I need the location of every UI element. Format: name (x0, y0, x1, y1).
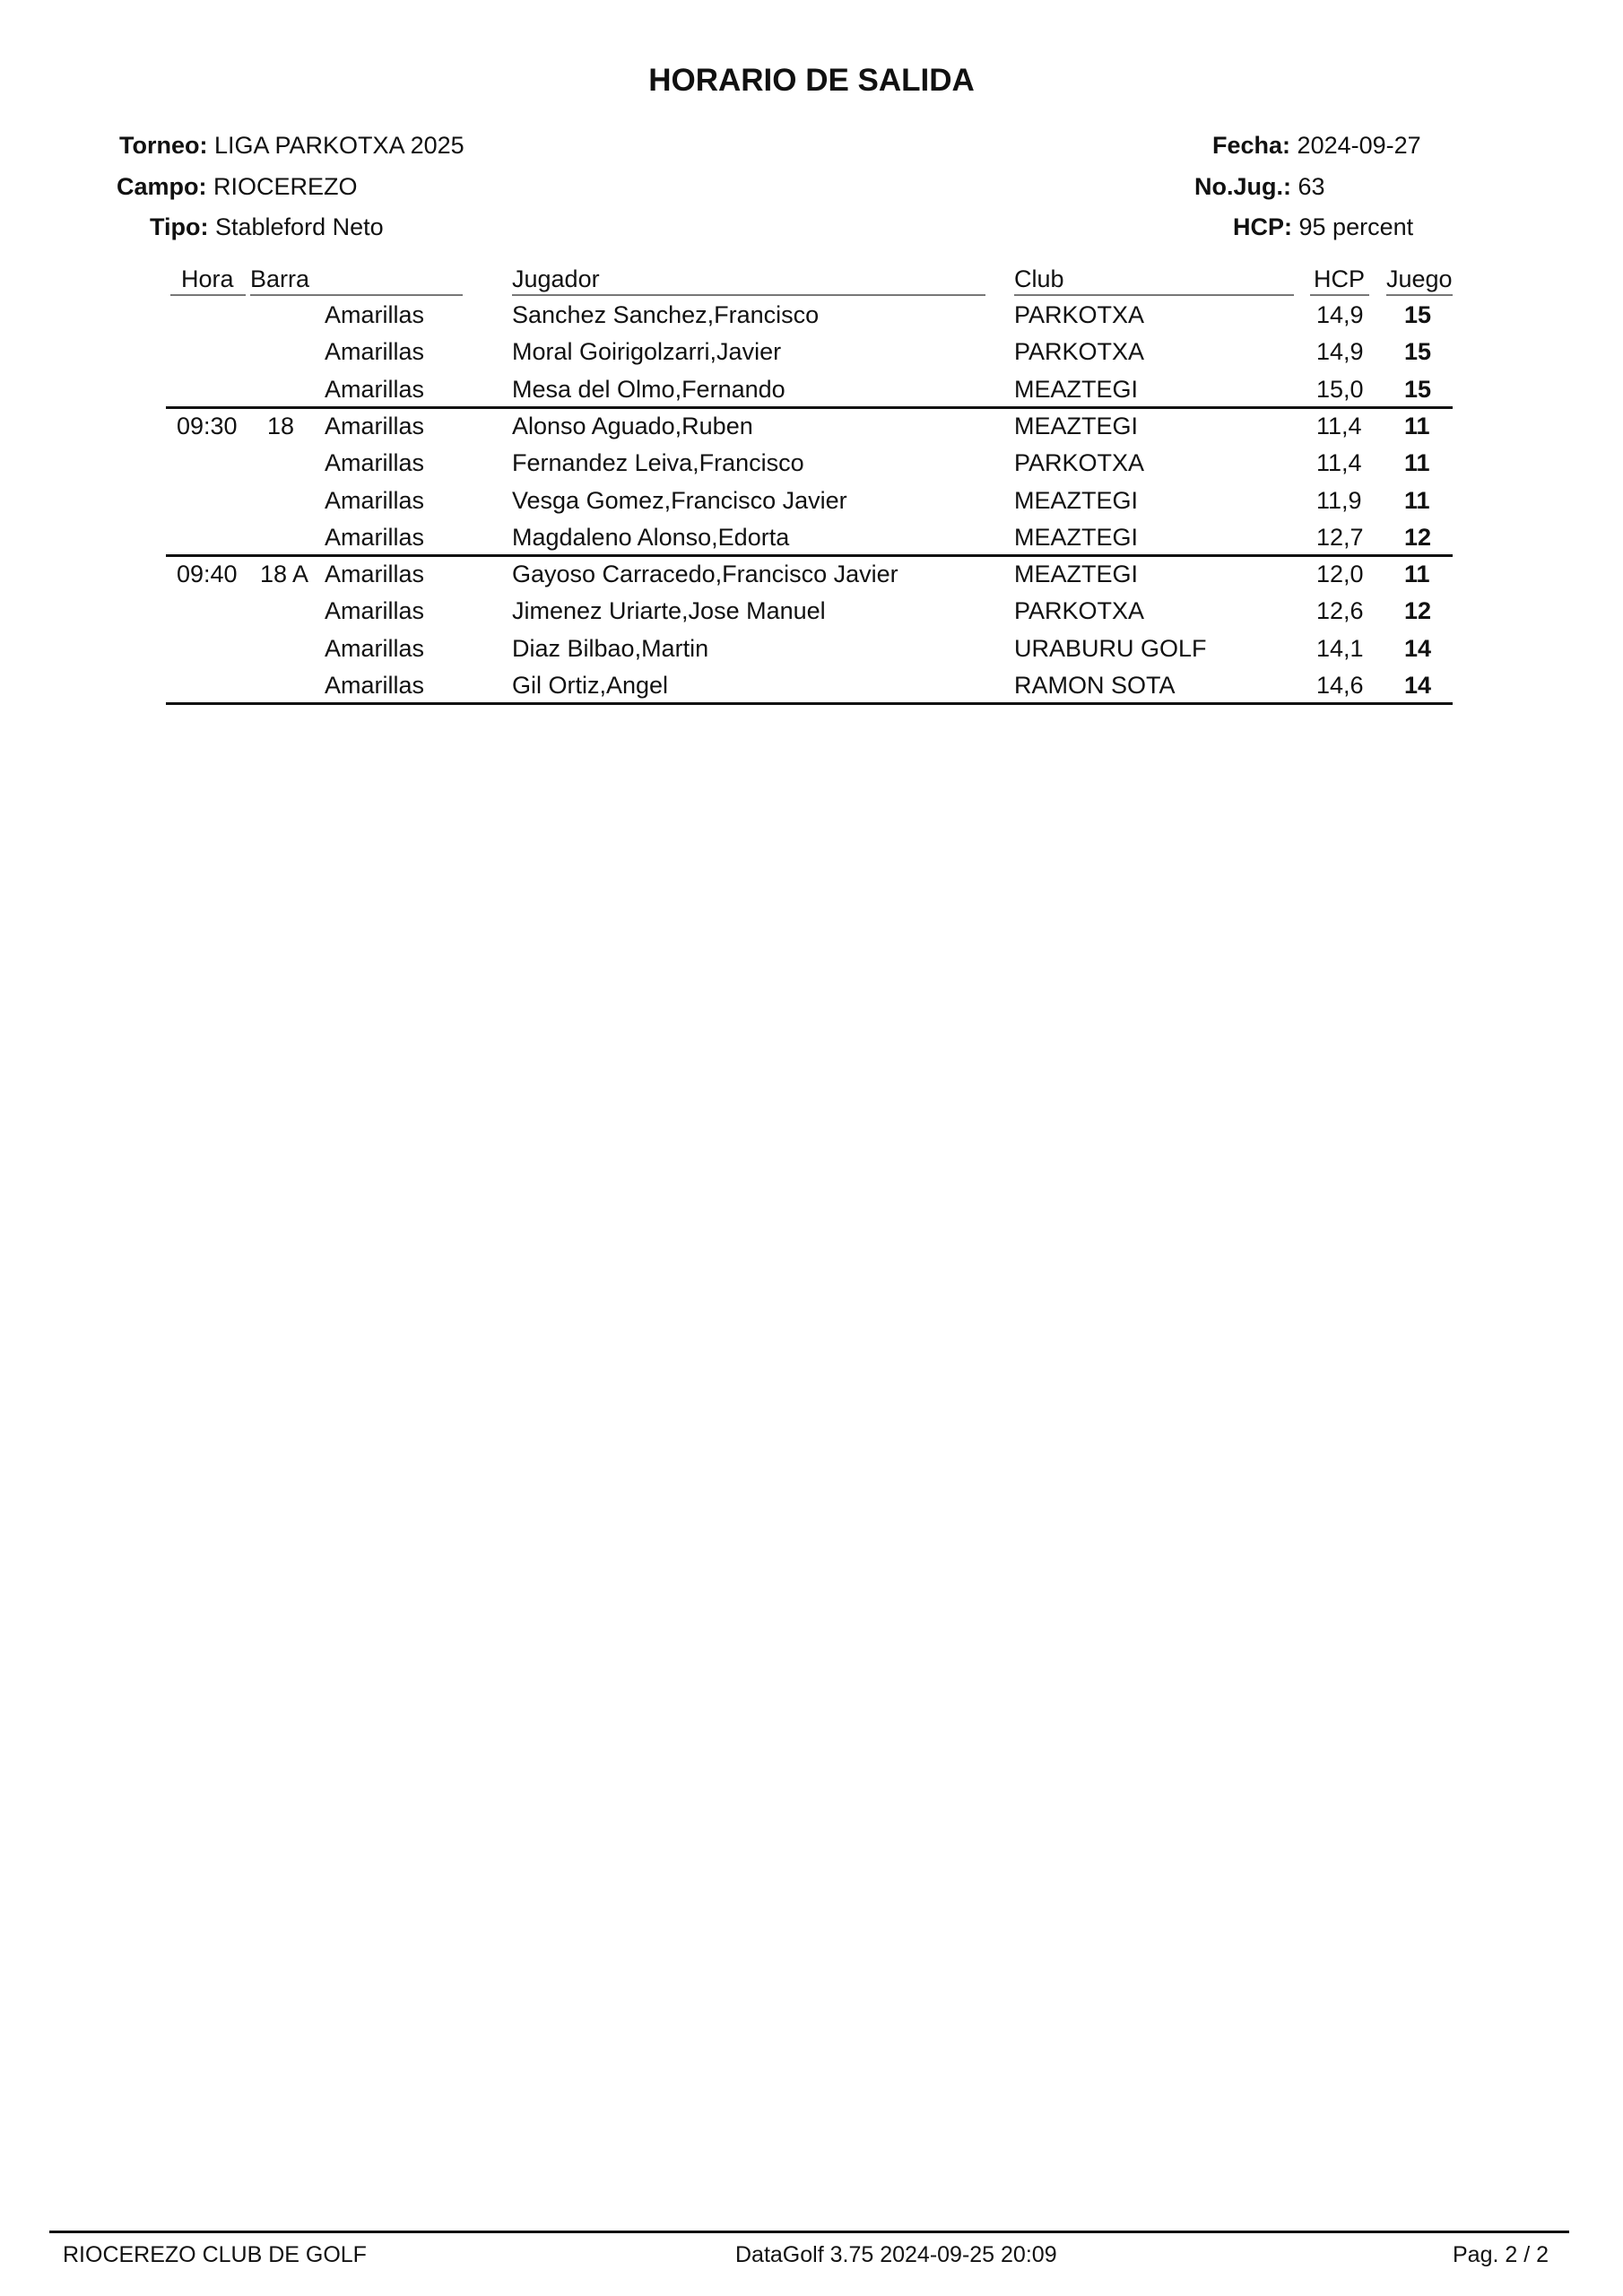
cell-hcp: 14,6 (1316, 672, 1364, 699)
cell-club: MEAZTEGI (1014, 486, 1139, 514)
hcp-row (1233, 215, 1413, 239)
cell-tee: Amarillas (325, 672, 425, 699)
cell-tee: Amarillas (325, 597, 425, 625)
footer-rule (49, 2231, 1569, 2233)
cell-jugador: Gayoso Carracedo,Francisco Javier (512, 561, 898, 588)
cell-club: MEAZTEGI (1014, 412, 1139, 439)
cell-tee: Amarillas (325, 449, 425, 477)
cell-jugador: Fernandez Leiva,Francisco (512, 449, 804, 477)
cell-hcp: 14,1 (1316, 634, 1364, 662)
footer-software: DataGolf 3.75 2024-09-25 20:09 (735, 2242, 1057, 2267)
cell-tee: Amarillas (325, 634, 425, 662)
cell-jugador: Gil Ortiz,Angel (512, 672, 669, 699)
cell-club: PARKOTXA (1014, 449, 1145, 477)
cell-juego: 15 (1404, 375, 1432, 403)
torneo-value: LIGA PARKOTXA 2025 (214, 132, 464, 159)
nojug-label: No.Jug.: (1194, 173, 1291, 200)
group-separator (166, 702, 1453, 705)
cell-hcp: 14,9 (1316, 301, 1364, 328)
cell-club: RAMON SOTA (1014, 672, 1176, 699)
fecha-label: Fecha: (1212, 132, 1291, 159)
cell-jugador: Alonso Aguado,Ruben (512, 412, 753, 439)
cell-hcp: 11,4 (1316, 412, 1362, 439)
cell-hcp: 12,0 (1316, 561, 1364, 588)
cell-barra: 18 A (260, 561, 309, 588)
nojug-row (1194, 175, 1325, 199)
cell-jugador: Diaz Bilbao,Martin (512, 634, 709, 662)
cell-juego: 11 (1404, 486, 1430, 514)
cell-tee: Amarillas (325, 561, 425, 588)
cell-tee: Amarillas (325, 375, 425, 403)
header-underline-juego (1386, 294, 1453, 296)
hcp-value: 95 percent (1298, 213, 1414, 240)
tipo-label: Tipo: (150, 213, 209, 240)
header-underline-barra (250, 294, 463, 296)
cell-hcp: 12,7 (1316, 523, 1364, 551)
cell-tee: Amarillas (325, 486, 425, 514)
tipo-value: Stableford Neto (215, 213, 384, 240)
cell-tee: Amarillas (325, 523, 425, 551)
nojug-value: 63 (1298, 173, 1325, 200)
cell-hcp: 12,6 (1316, 597, 1364, 625)
hcp-label: HCP: (1233, 213, 1292, 240)
cell-hcp: 11,4 (1316, 449, 1362, 477)
cell-club: MEAZTEGI (1014, 561, 1139, 588)
group-separator (166, 554, 1453, 557)
cell-juego: 15 (1404, 301, 1432, 328)
header-underline-hcp (1310, 294, 1369, 296)
cell-tee: Amarillas (325, 412, 425, 439)
header-underline-club (1014, 294, 1294, 296)
col-header-hora: Hora (181, 265, 234, 292)
cell-club: PARKOTXA (1014, 338, 1145, 366)
tipo-row (150, 215, 384, 239)
cell-club: PARKOTXA (1014, 597, 1145, 625)
campo-row (117, 175, 358, 199)
cell-hora: 09:40 (177, 561, 238, 588)
footer-page-number: Pag. 2 / 2 (1453, 2242, 1549, 2267)
cell-club: MEAZTEGI (1014, 523, 1139, 551)
cell-club: URABURU GOLF (1014, 634, 1207, 662)
cell-hora: 09:30 (177, 412, 238, 439)
cell-juego: 12 (1404, 597, 1432, 625)
fecha-row (1212, 134, 1421, 158)
group-separator (166, 406, 1453, 409)
cell-jugador: Sanchez Sanchez,Francisco (512, 301, 820, 328)
torneo-label: Torneo: (119, 132, 208, 159)
col-header-juego: Juego (1386, 265, 1453, 292)
cell-juego: 11 (1404, 449, 1430, 477)
page-title: HORARIO DE SALIDA (648, 63, 975, 98)
cell-jugador: Jimenez Uriarte,Jose Manuel (512, 597, 826, 625)
cell-tee: Amarillas (325, 301, 425, 328)
col-header-hcp: HCP (1314, 265, 1366, 292)
cell-juego: 15 (1404, 338, 1432, 366)
cell-hcp: 11,9 (1316, 486, 1362, 514)
cell-juego: 14 (1404, 634, 1432, 662)
cell-club: PARKOTXA (1014, 301, 1145, 328)
cell-juego: 11 (1404, 412, 1430, 439)
cell-juego: 11 (1404, 561, 1430, 588)
cell-tee: Amarillas (325, 338, 425, 366)
cell-jugador: Magdaleno Alonso,Edorta (512, 523, 790, 551)
cell-jugador: Mesa del Olmo,Fernando (512, 375, 785, 403)
footer-club: RIOCEREZO CLUB DE GOLF (63, 2242, 367, 2267)
cell-jugador: Moral Goirigolzarri,Javier (512, 338, 782, 366)
col-header-club: Club (1014, 265, 1064, 292)
header-underline-jugador (512, 294, 985, 296)
cell-hcp: 15,0 (1316, 375, 1364, 403)
cell-juego: 14 (1404, 672, 1432, 699)
fecha-value: 2024-09-27 (1297, 132, 1421, 159)
cell-barra: 18 (267, 412, 295, 439)
campo-value: RIOCEREZO (213, 173, 358, 200)
campo-label: Campo: (117, 173, 207, 200)
cell-club: MEAZTEGI (1014, 375, 1139, 403)
col-header-jugador: Jugador (512, 265, 600, 292)
torneo-row (119, 134, 464, 158)
cell-jugador: Vesga Gomez,Francisco Javier (512, 486, 847, 514)
cell-hcp: 14,9 (1316, 338, 1364, 366)
col-header-barra: Barra (250, 265, 310, 292)
cell-juego: 12 (1404, 523, 1432, 551)
header-underline-hora (170, 294, 246, 296)
